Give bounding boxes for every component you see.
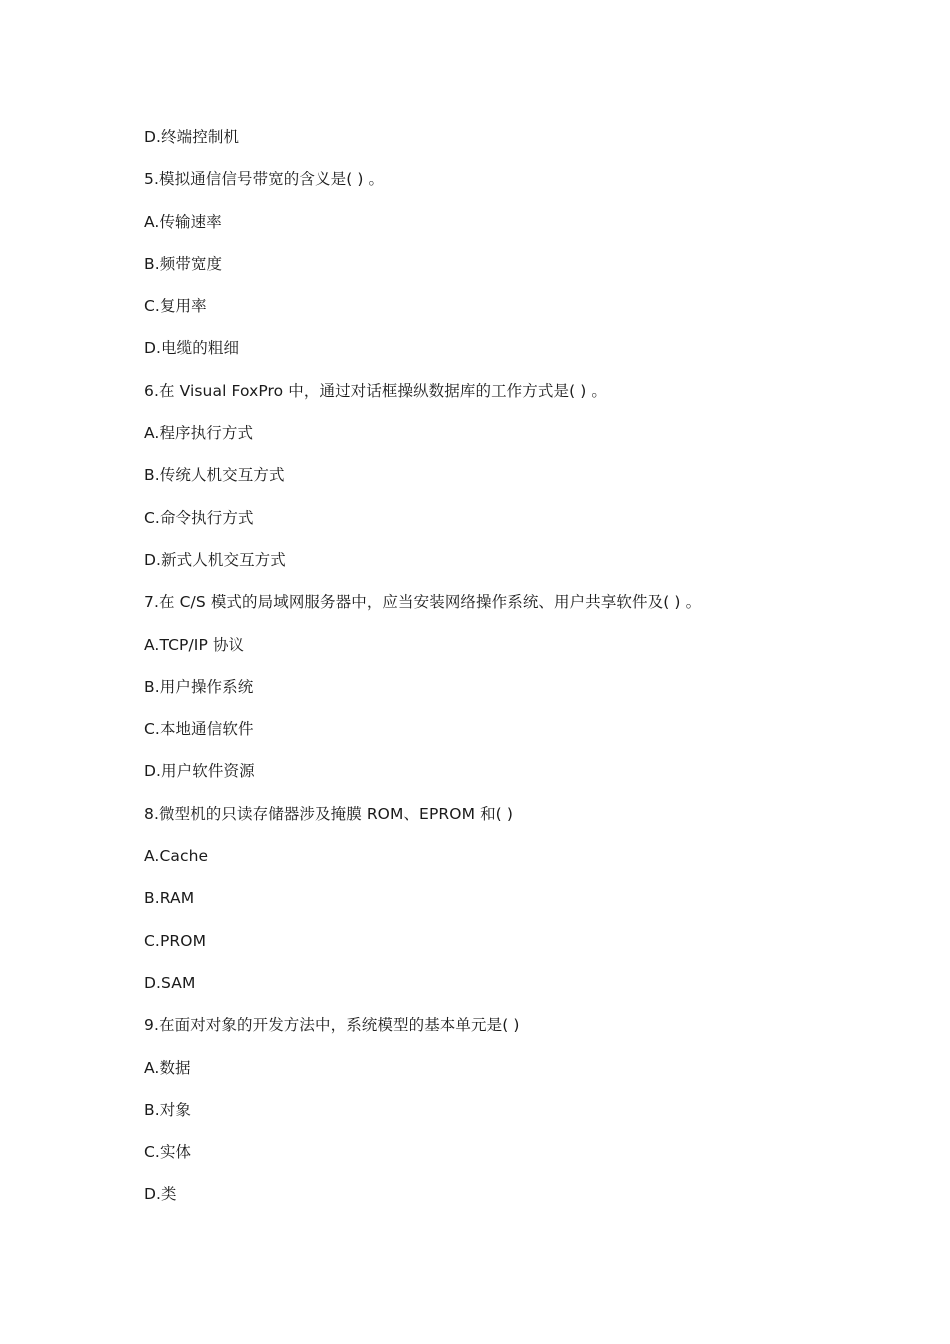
option-line: D.类	[144, 1185, 177, 1204]
option-line: D.电缆的粗细	[144, 339, 240, 358]
option-line: A.传输速率	[144, 212, 222, 231]
option-line: C.PROM	[144, 931, 207, 950]
question-line: 9.在面对对象的开发方法中，系统模型的基本单元是( )	[144, 1016, 520, 1035]
option-line: A.Cache	[144, 847, 209, 866]
document-body	[144, 125, 844, 1225]
option-line: C.实体	[144, 1143, 192, 1162]
option-line: B.RAM	[144, 889, 195, 908]
option-line: B.频带宽度	[144, 254, 223, 273]
option-line: A.数据	[144, 1058, 191, 1077]
option-line: C.复用率	[144, 297, 207, 316]
option-line: B.对象	[144, 1100, 191, 1119]
option-line: C.本地通信软件	[144, 720, 254, 739]
question-line: 5.模拟通信信号带宽的含义是( ) 。	[144, 170, 385, 189]
option-line: B.用户操作系统	[144, 677, 254, 696]
question-line: 8.微型机的只读存储器涉及掩膜 ROM、EPROM 和( )	[144, 804, 513, 823]
option-line: D.用户软件资源	[144, 762, 255, 781]
option-line: D.SAM	[144, 973, 196, 992]
option-line: D.新式人机交互方式	[144, 550, 286, 569]
question-line: 7.在 C/S 模式的局域网服务器中，应当安装网络操作系统、用户共享软件及( ) 。	[144, 593, 702, 612]
option-line: A.TCP/IP 协议	[144, 635, 245, 654]
option-line: D.终端控制机	[144, 128, 240, 146]
question-line: 6.在 Visual FoxPro 中，通过对话框操纵数据库的工作方式是( ) 。	[144, 381, 608, 400]
option-line: A.程序执行方式	[144, 424, 254, 443]
option-line: C.命令执行方式	[144, 508, 254, 527]
option-line: B.传统人机交互方式	[144, 466, 285, 485]
